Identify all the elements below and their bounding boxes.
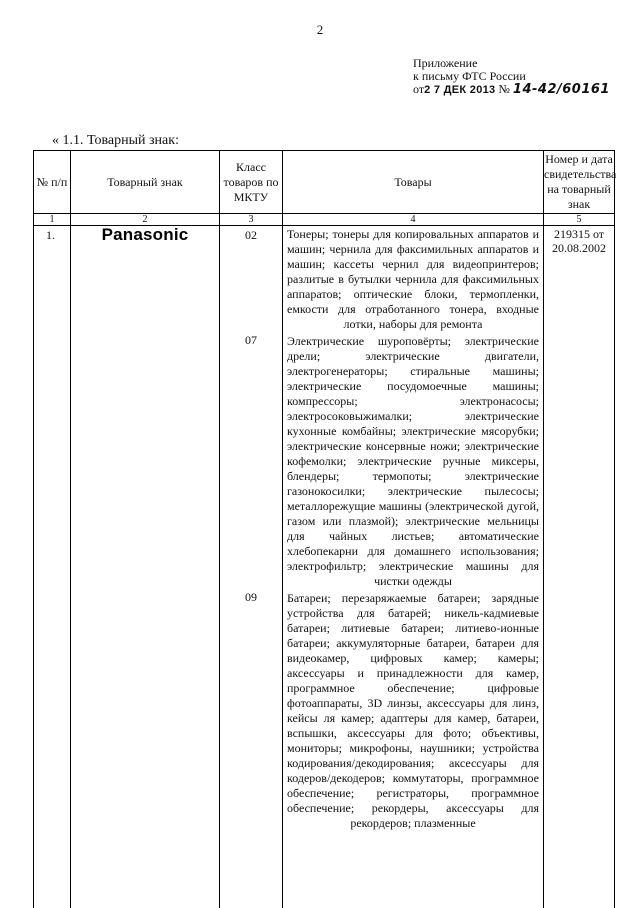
certificate-number: 219315 от [544, 227, 614, 241]
column-number: 2 [71, 214, 220, 226]
header-trademark: Товарный знак [71, 151, 220, 214]
goods-list: Тонеры; тонеры для копировальных аппаратов и машин; чернила для факсимильных аппаратов и машин; кассеты чернил для видеопринтеров; разлитые в бутылки чернила для факсимильных аппаратов; оптические блоки, термопленки, емкости для отработанного тонера, входные лотки, наборы для ремонта [287, 227, 539, 332]
table-header-row [34, 151, 615, 214]
panasonic-logo: Panasonic [102, 225, 189, 244]
trademark-cell [71, 226, 220, 908]
column-number: 5 [544, 214, 615, 226]
header-goods: Товары [283, 151, 544, 214]
page-number: 2 [0, 22, 640, 38]
mktu-class: 07 [220, 333, 282, 348]
appendix-title: Приложение [413, 57, 610, 70]
certificate-cell [544, 226, 615, 908]
header-num: № п/п [34, 151, 71, 214]
certificate-date: 20.08.2002 [544, 241, 614, 255]
column-number: 1 [34, 214, 71, 226]
table-row [34, 226, 615, 908]
section-title: « 1.1. Товарный знак: [52, 133, 179, 149]
appendix-number-label: № [498, 82, 509, 96]
column-number: 4 [283, 214, 544, 226]
goods-list: Электрические шуроповёрты; электрические дрели; электрические двигатели, электрогенераторы; стиральные машины; электрические посудомоечные машины; компрессоры; электронасосы; электросоковыжималки; электрические кухонные комбайны; электрические мясорубки; электрические консервные ножи; электрические кофемолки; электрические ручные миксеры, блендеры; термопоты; электрические газонокосилки; электрические пылесосы; металлорежущие машины (электрической дугой, газом или плазмой); электрические мельницы для чайных листьев; автоматические хлебопекарни для домашнего использования; электрофильтр; электрические машины для чистки одежды [287, 334, 539, 589]
column-number: 3 [220, 214, 283, 226]
header-certificate: Номер и дата свидетельства на товарный знак [544, 151, 615, 214]
goods-list: Батареи; перезаряжаемые батареи; зарядные устройства для батарей; никель-кадмиевые батареи; литиевые батареи; литиево-ионные батареи; аккумуляторные батареи, батареи для видеокамер, цифровых камер; камеры; аксессуары и принадлежности для камер, программное обеспечение; цифровые фотоаппараты, 3D линзы, аксессуары для линз, кейсы ля камер; адаптеры для камер, батареи, вспышки, аксессуары для фото; объективы, мониторы; микрофоны, наушники; устройства кодирования/декодирования; аксессуары для кодеров/декодеров; коммутаторы, программное обеспечение; регистраторы, программное обеспечение; рекордеры, аксессуары для рекордеров; плазменные [287, 591, 539, 831]
appendix-letter-ref: к письму ФТС России [413, 70, 610, 83]
appendix-date-stamp: 2 7 ДЕК 2013 [424, 84, 495, 96]
header-mktu: Класс товаров по МКТУ [220, 151, 283, 214]
appendix-letter-number: 14-42/60161 [513, 82, 610, 97]
goods-cell [283, 226, 544, 908]
column-number-row [34, 214, 615, 226]
row-number: 1. [34, 226, 71, 908]
mktu-class: 02 [220, 228, 282, 243]
appendix-block [413, 57, 610, 97]
mktu-class-cell [220, 226, 283, 908]
mktu-class: 09 [220, 590, 282, 605]
appendix-date-line [413, 83, 610, 97]
appendix-from-label: от [413, 82, 424, 96]
trademark-table [33, 150, 615, 908]
